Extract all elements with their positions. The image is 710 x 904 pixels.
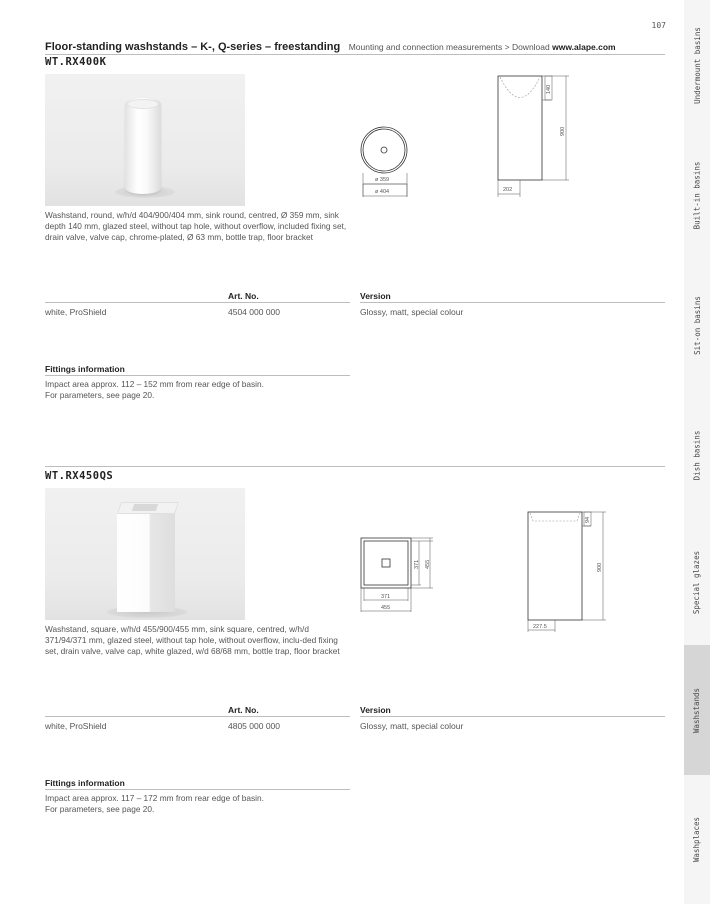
product-description: Washstand, square, w/h/d 455/900/455 mm, sink square, centred, w/h/d 371/94/371 mm, glazed steel, without tap hole, without overflow, inclu-ded fixing set, drain valve, valve cap, white glazed, w/d 68/68 mm, bottle trap, floor bracket: [45, 624, 340, 657]
product-description: Washstand, round, w/h/d 404/900/404 mm, sink round, centred, Ø 359 mm, sink depth 140 mm, glazed steel, without tap hole, without overflow, included fixing set, drain valve, valve cap, chrome-plated, Ø 63 mm, bottle trap, floor bracket: [45, 210, 347, 243]
version-header: Version: [360, 705, 391, 715]
tab-washstands[interactable]: [684, 645, 710, 775]
tab-special-glazes[interactable]: [684, 520, 710, 645]
fittings-title: Fittings information: [45, 778, 125, 788]
page-header: [45, 37, 665, 55]
fittings-line: Impact area approx. 117 – 172 mm from rear edge of basin.: [45, 793, 264, 803]
art-no-value: 4805 000 000: [228, 721, 280, 731]
dim-outer-diameter: ø 404: [375, 189, 390, 195]
version-value: Glossy, matt, special colour: [360, 307, 464, 317]
dimension-drawing-square: [353, 484, 603, 630]
dim-inner-depth: 371: [414, 559, 420, 569]
dim-outer-width: 455: [381, 605, 391, 611]
version-header: Version: [360, 291, 391, 301]
dim-inner-width: 371: [381, 594, 391, 600]
fittings-title: Fittings information: [45, 364, 125, 374]
dim-sink-depth: 94: [585, 516, 591, 523]
dim-height: 900: [560, 126, 566, 136]
product-photo-round-washstand: [45, 74, 245, 206]
tab-dish-basins[interactable]: [684, 390, 710, 520]
tab-label: Undermount basins: [692, 26, 702, 104]
tab-label: Dish basins: [692, 430, 702, 480]
dim-sink-depth: 140: [546, 84, 552, 94]
page-subtitle: [349, 42, 616, 52]
dim-depth: 227.5: [533, 624, 547, 630]
download-hint: Mounting and connection measurements > Download: [348, 42, 550, 52]
product-photo-square-washstand: [45, 488, 245, 620]
dim-height: 900: [597, 562, 603, 572]
product-code: WT.RX400K: [45, 56, 107, 68]
tab-label: Built-in basins: [692, 161, 702, 229]
finish-value: white, ProShield: [45, 721, 107, 731]
fittings-line: Impact area approx. 112 – 152 mm from rear edge of basin.: [45, 379, 264, 389]
fittings-text: [45, 379, 264, 401]
art-no-header: Art. No.: [228, 705, 259, 715]
tab-sit-on-basins[interactable]: [684, 260, 710, 390]
product-section-round: [45, 56, 665, 466]
dim-outer-depth: 455: [425, 559, 431, 569]
page-number: 107: [651, 21, 666, 30]
tab-label: Sit-on basins: [692, 295, 702, 355]
fittings-text: [45, 793, 264, 815]
finish-value: white, ProShield: [45, 307, 107, 317]
art-no-value: 4504 000 000: [228, 307, 280, 317]
tab-undermount-basins[interactable]: [684, 0, 710, 130]
product-section-square: [45, 470, 665, 880]
product-code: WT.RX450QS: [45, 470, 114, 482]
tab-built-in-basins[interactable]: [684, 130, 710, 260]
tab-label: Special glazes: [692, 550, 702, 615]
version-value: Glossy, matt, special colour: [360, 721, 464, 731]
dim-inner-diameter: ø 359: [375, 177, 390, 183]
dim-depth: 202: [503, 187, 513, 193]
chapter-sidebar: [684, 0, 710, 904]
fittings-line: For parameters, see page 20.: [45, 390, 155, 401]
tab-label: Washstands: [692, 687, 702, 733]
fittings-line: For parameters, see page 20.: [45, 804, 155, 815]
website-link[interactable]: www.alape.com: [552, 42, 616, 52]
page-title: Floor-standing washstands – K-, Q-series – freestanding: [45, 41, 341, 53]
art-no-header: Art. No.: [228, 291, 259, 301]
tab-label: Washplaces: [692, 816, 702, 863]
section-divider: [45, 466, 665, 467]
tab-washplaces[interactable]: [684, 775, 710, 904]
dimension-drawing-round: [353, 70, 593, 200]
